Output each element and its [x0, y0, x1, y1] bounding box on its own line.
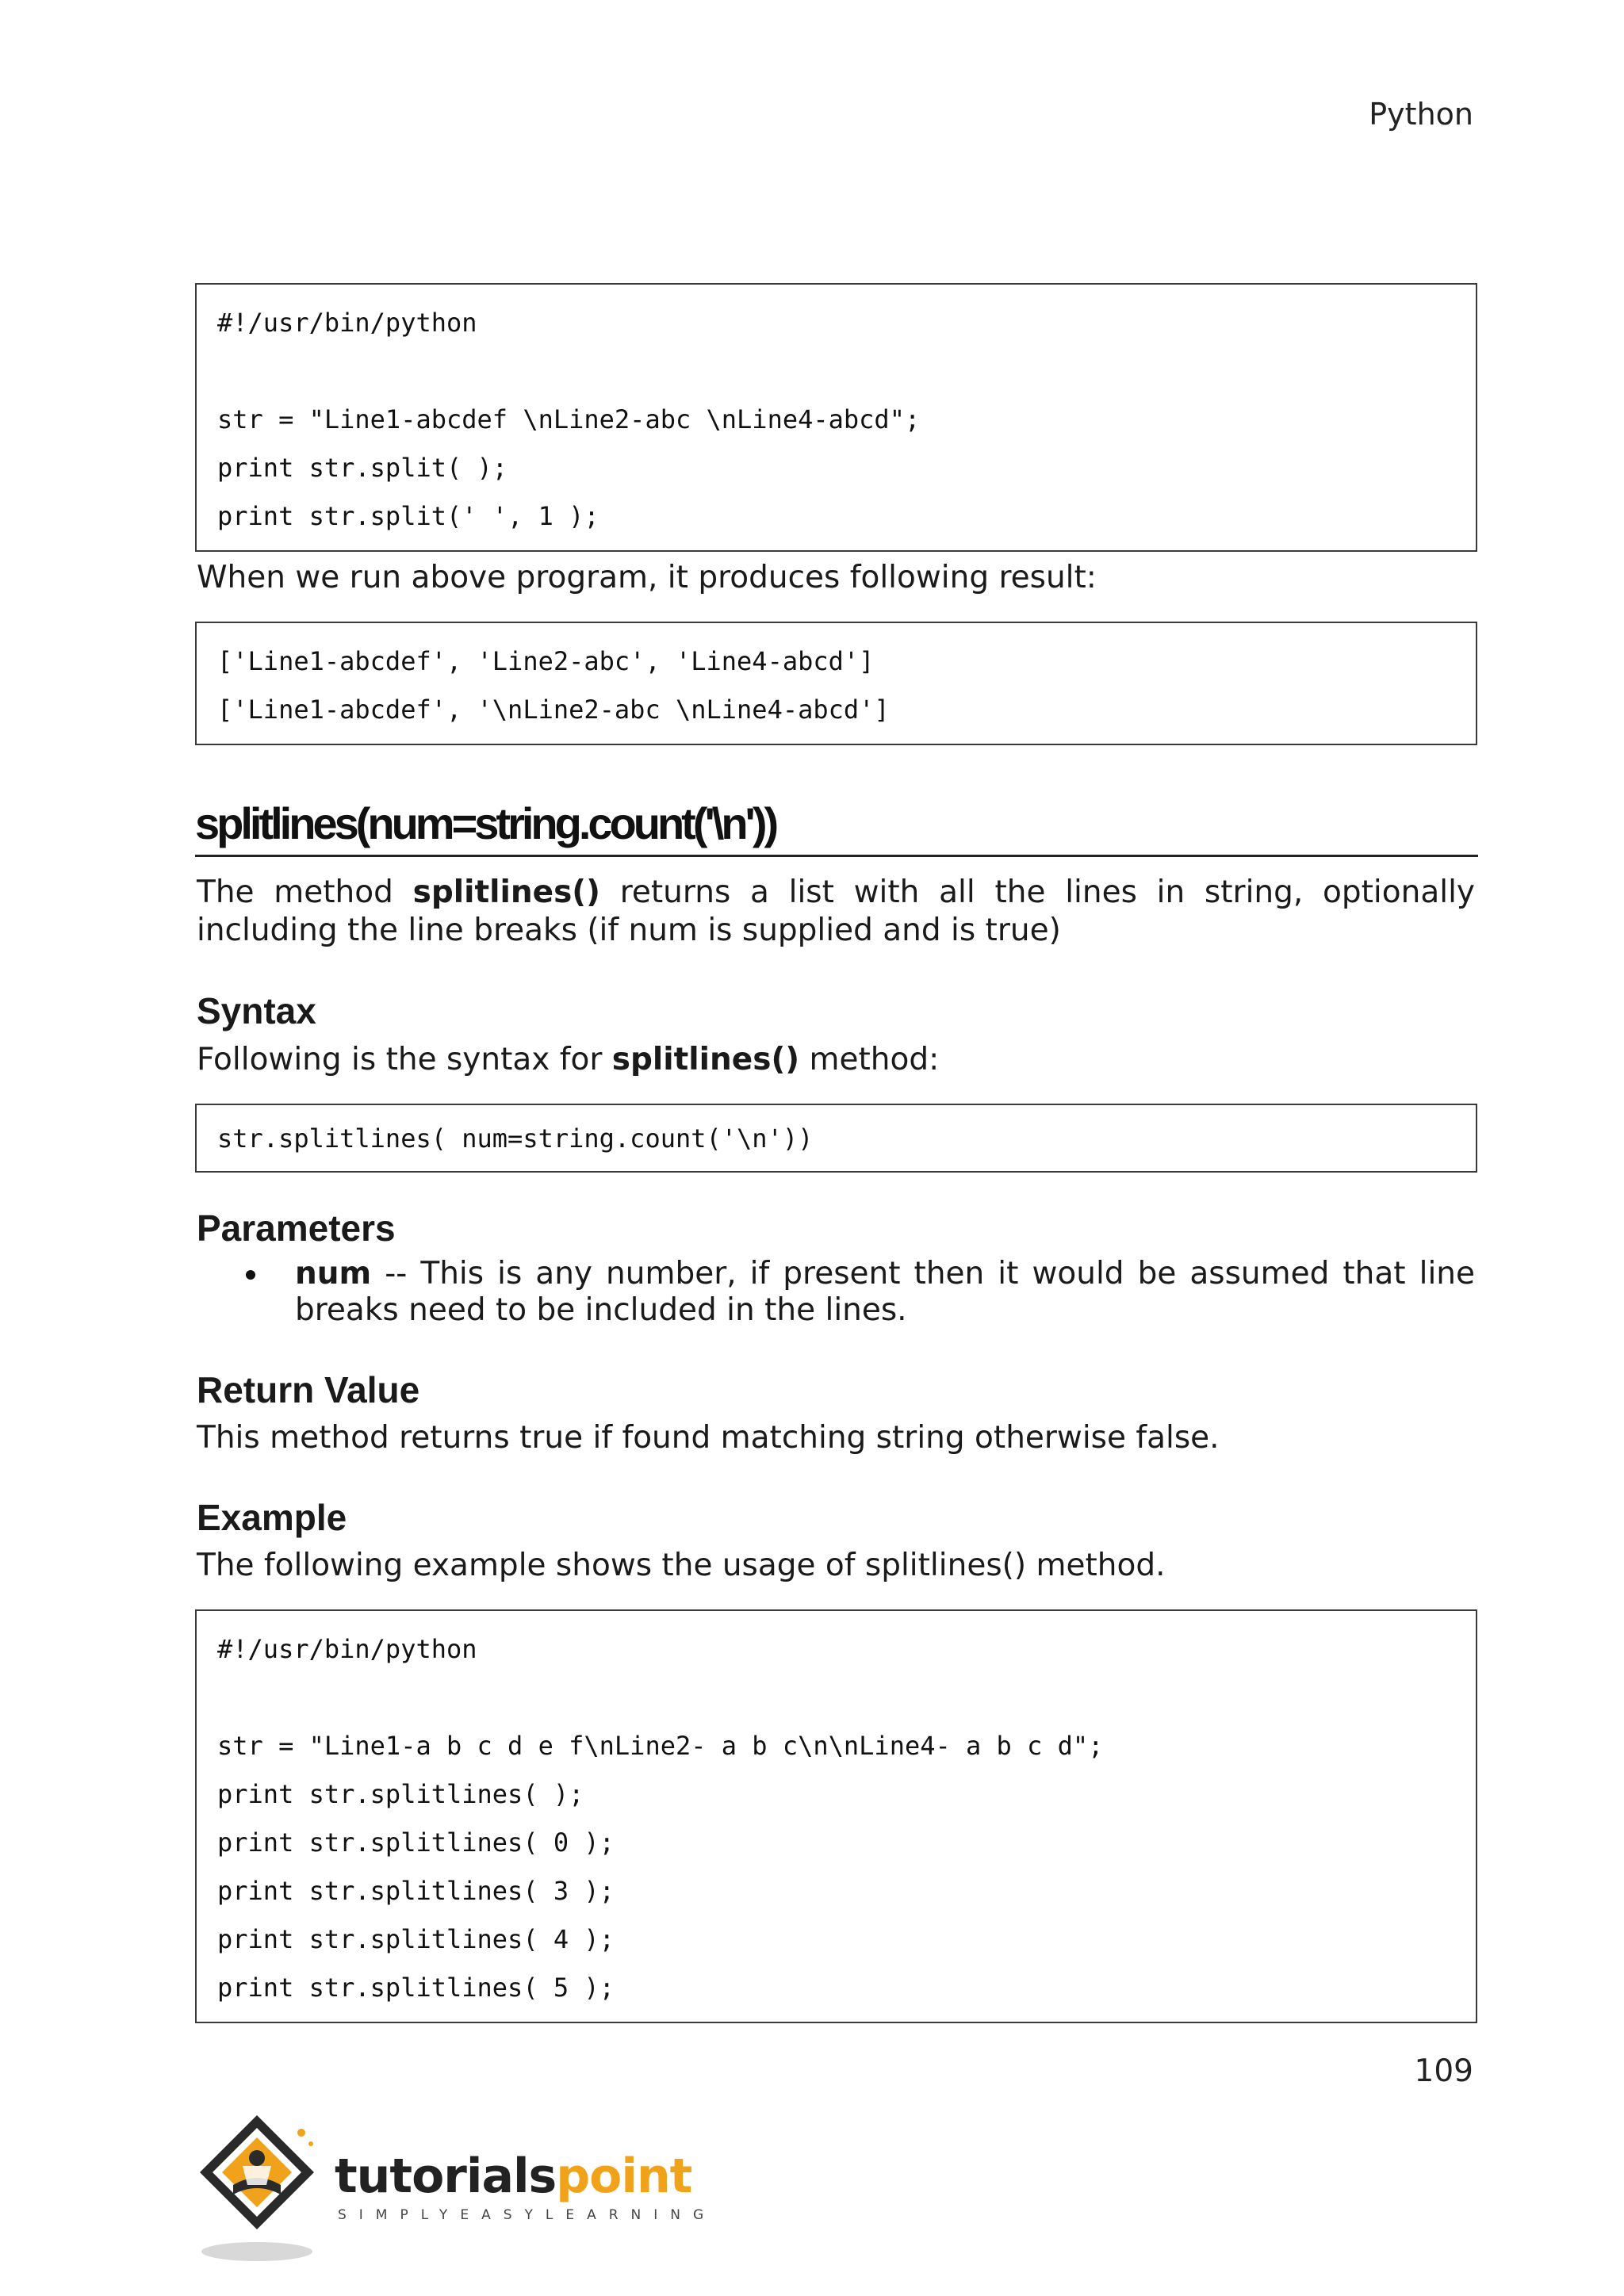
bullet-icon — [246, 1270, 255, 1280]
code-line: print str.splitlines( ); — [217, 1779, 584, 1809]
code-line: str.splitlines( num=string.count('\n')) — [217, 1123, 814, 1154]
syntax-text-post: method: — [799, 1042, 940, 1077]
output-line: ['Line1-abcdef', 'Line2-abc', 'Line4-abcd'] — [217, 646, 875, 676]
example-text: The following example shows the usage of splitlines() method. — [197, 1548, 1166, 1583]
logo-word-tutorials: tutorials — [335, 2149, 557, 2204]
code-line: print str.splitlines( 0 ); — [217, 1827, 615, 1858]
section-title: splitlines(num=string.count('\n')) — [195, 796, 1478, 857]
syntax-text-pre: Following is the syntax for — [197, 1042, 612, 1077]
logo-tagline: SIMPLYEASYLEARNING — [338, 2207, 717, 2223]
result-intro-text: When we run above program, it produces following result: — [197, 560, 1097, 595]
section-desc-method: splitlines() — [412, 874, 600, 910]
page-number: 109 — [1414, 2053, 1473, 2089]
return-value-heading: Return Value — [197, 1369, 420, 1410]
syntax-description — [197, 1041, 1475, 1079]
code-line: print str.split( ); — [217, 453, 508, 483]
list-item — [238, 1256, 1475, 1329]
output-block-split — [195, 622, 1477, 745]
code-line: #!/usr/bin/python — [217, 1634, 477, 1664]
code-line: str = "Line1-a b c d e f\nLine2- a b c\n\nLine4- a b c d"; — [217, 1731, 1104, 1761]
code-line: print str.splitlines( 5 ); — [217, 1973, 615, 2003]
logo-wordmark — [335, 2149, 691, 2204]
code-line: print str.splitlines( 4 ); — [217, 1924, 615, 1954]
output-line: ['Line1-abcdef', '\nLine2-abc \nLine4-abcd'] — [217, 695, 890, 725]
code-block-splitlines-example — [195, 1609, 1477, 2023]
tutorialspoint-logo — [195, 2109, 717, 2267]
syntax-text-method: splitlines() — [611, 1042, 800, 1077]
logo-emblem-icon — [195, 2109, 338, 2267]
code-block-split-example — [195, 283, 1477, 552]
code-line — [217, 347, 1455, 396]
logo-word-point: point — [556, 2149, 692, 2204]
parameter-name: num — [295, 1256, 372, 1292]
parameters-list — [238, 1256, 1475, 1329]
parameter-desc: -- This is any number, if present then it would be assumed that line breaks need to be included in the lines. — [295, 1256, 1475, 1328]
section-desc-pre: The method — [197, 874, 413, 910]
return-value-text: This method returns true if found matching string otherwise false. — [197, 1420, 1220, 1456]
section-desc-post: returns a list with all the lines in string, optionally including the line breaks (if num is supplied and is true) — [197, 874, 1475, 948]
syntax-heading: Syntax — [197, 990, 316, 1031]
parameters-heading: Parameters — [197, 1207, 396, 1249]
syntax-code-block — [195, 1104, 1477, 1173]
code-line: print str.split(' ', 1 ); — [217, 501, 599, 531]
code-line: #!/usr/bin/python — [217, 308, 477, 338]
example-heading: Example — [197, 1497, 347, 1538]
code-line: str = "Line1-abcdef \nLine2-abc \nLine4-abcd"; — [217, 404, 921, 434]
code-line — [217, 1674, 1455, 1722]
page-header-label: Python — [1369, 97, 1473, 132]
section-description — [197, 874, 1475, 950]
code-line: print str.splitlines( 3 ); — [217, 1876, 615, 1906]
